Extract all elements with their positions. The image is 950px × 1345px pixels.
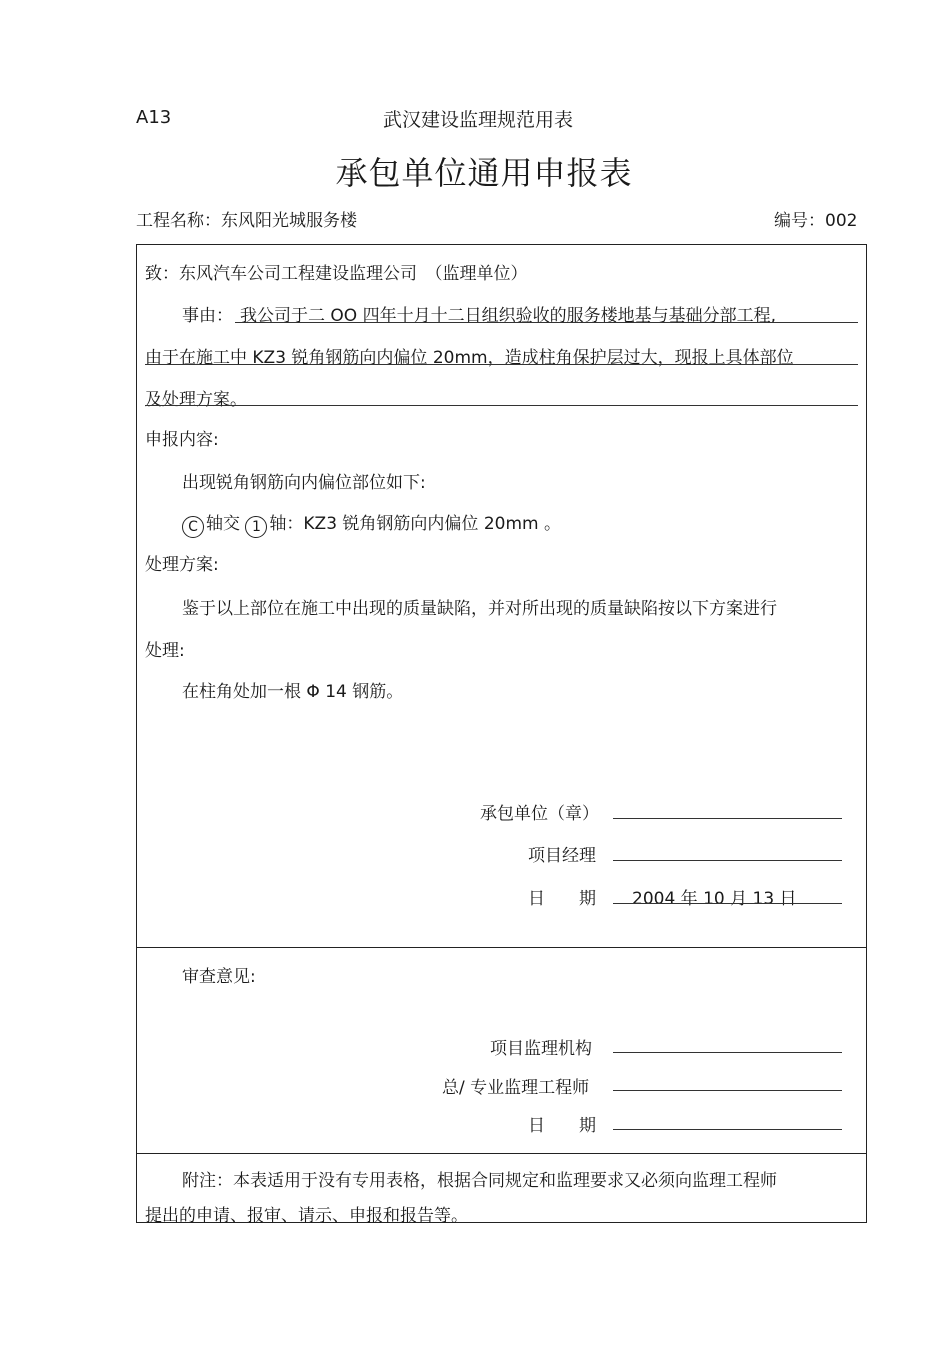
reason-underline — [145, 405, 858, 406]
review-date-line — [613, 1129, 842, 1130]
project-name: 工程名称：东风阳光城服务楼 — [136, 211, 357, 231]
reason-line-2: 由于在施工中 KZ3 锐角钢筋向内偏位 20mm，造成柱角保护层过大，现报上具体部位 — [145, 348, 794, 368]
content-line-2 — [182, 509, 561, 538]
report-date: 2004 年 10 月 13 日 — [632, 889, 797, 909]
form-number: 编号：002 — [774, 211, 858, 231]
manager-label: 项目经理 — [528, 846, 596, 866]
page-title: 承包单位通用申报表 — [335, 154, 633, 192]
reason-line-3: 及处理方案。 — [145, 390, 247, 410]
reason-line-1: 我公司于二 OO 四年十月十二日组织验收的服务楼地基与基础分部工程, — [240, 306, 776, 326]
date-label: 日 期 — [528, 889, 596, 909]
engineer-label: 总/ 专业监理工程师 — [442, 1078, 590, 1098]
axis-intersection-text: 轴交 — [206, 514, 240, 534]
form-spec-title: 武汉建设监理规范用表 — [383, 109, 574, 131]
plan-line-1: 鉴于以上部位在施工中出现的质量缺陷，并对所出现的质量缺陷按以下方案进行 — [182, 599, 777, 619]
axis-c-symbol: C — [182, 516, 204, 538]
supervision-org-label: 项目监理机构 — [490, 1039, 592, 1059]
manager-signature-line — [613, 860, 842, 861]
contractor-label: 承包单位（章） — [480, 804, 599, 824]
date-line — [613, 903, 842, 904]
form-code: A13 — [136, 107, 172, 128]
supervision-org-line — [613, 1052, 842, 1053]
content-label: 申报内容: — [145, 430, 219, 450]
contractor-signature-line — [613, 818, 842, 819]
reason-underline — [145, 364, 858, 365]
section-divider — [136, 1153, 867, 1154]
axis-offset-text: 轴：KZ3 锐角钢筋向内偏位 20mm 。 — [269, 514, 561, 534]
note-line-2: 提出的申请、报审、请示、申报和报告等。 — [145, 1206, 468, 1226]
review-label: 审查意见: — [182, 967, 256, 987]
plan-line-3: 在柱角处加一根 Φ 14 钢筋。 — [182, 682, 404, 702]
note-line-1: 附注：本表适用于没有专用表格，根据合同规定和监理要求又必须向监理工程师 — [182, 1171, 777, 1191]
plan-line-2: 处理: — [145, 641, 185, 661]
content-line-1: 出现锐角钢筋向内偏位部位如下: — [182, 473, 426, 493]
reason-label: 事由： — [182, 306, 233, 326]
addressee: 致：东风汽车公司工程建设监理公司 （监理单位） — [145, 264, 528, 284]
plan-label: 处理方案: — [145, 555, 219, 575]
axis-1-symbol: 1 — [245, 516, 267, 538]
reason-underline — [235, 322, 858, 323]
section-divider — [136, 947, 867, 948]
review-date-label: 日 期 — [528, 1116, 596, 1136]
engineer-line — [613, 1090, 842, 1091]
